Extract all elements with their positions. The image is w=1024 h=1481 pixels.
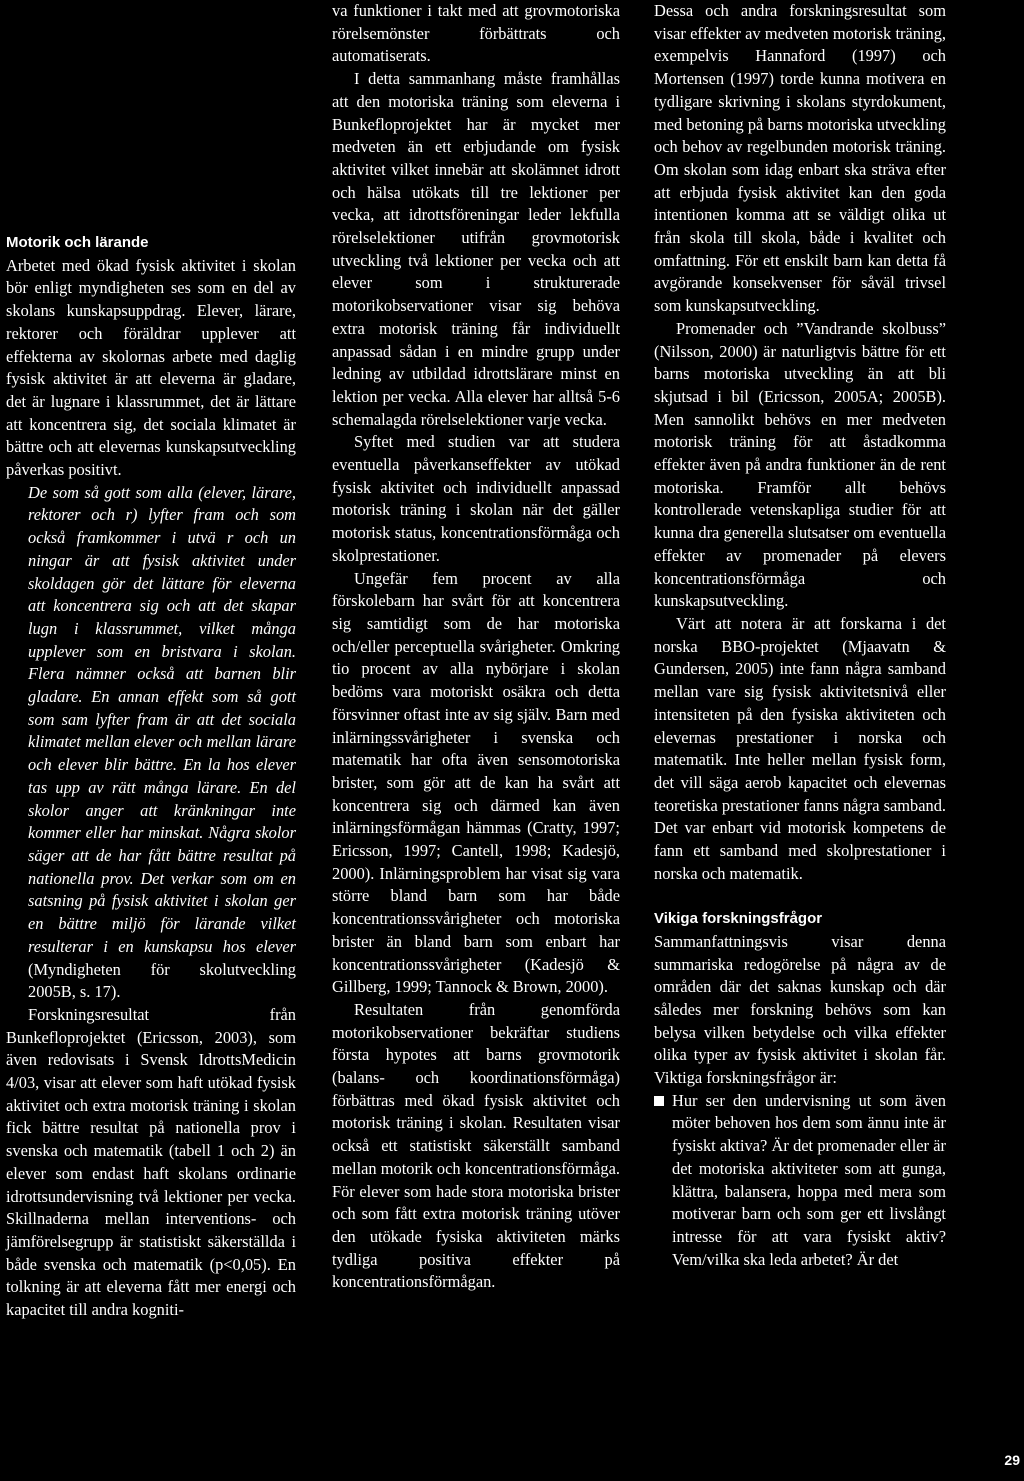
paragraph: I detta sammanhang måste framhållas att den motoriska träning som eleverna i Bunkefloprojektet har är mycket mer medveten än ett erbjudande om fysisk aktivitet vilket innebär att skolämnet idrott och hälsa utökats till tre lektioner per vecka, att idrottsföreningar leder lekfulla rörelselektioner utifrån grovmotorisk utveckling två lektioner per vecka och att elever som i strukturerade motorikobservationer visar sig behöva extra motorisk träning får individuellt anpassad sådan i en mindre grupp under ledning av utbildad idrottslärare minst en lektion per vecka. Alla elever har alltså 5-6 schemalagda rörelselektioner varje vecka. xyxy=(332,69,620,429)
column-right xyxy=(654,0,946,1271)
section-heading-motorik: Motorik och lärande xyxy=(6,234,149,251)
paragraph: Syftet med studien var att studera eventuella påverkanseffekter av utökad fysisk aktivitet och individuellt anpassad motorisk träning i skolan när det gäller motorisk status, koncentrationsförmåga och skolprestationer. xyxy=(332,432,620,565)
section-heading-forskningsfragor: Vikiga forskningsfrågor xyxy=(654,910,823,928)
page-number: 29 xyxy=(1004,1452,1020,1468)
paragraph: Resultaten från genomförda motorikobservationer bekräftar studiens första hypotes att barns grovmotorik (balans- och koordinationsförmåga) förbättras med ökad fysisk aktivitet och motorisk träning i skolan. Resultaten visar också ett statistiskt säkerställt samband mellan motorik och koncentrationsförmåga. För elever som hade stora motoriska brister och som fått extra motorisk träning utöver den utökade fysiska aktiviteten märks tydliga positiva effekter på koncentrationsförmågan. xyxy=(332,999,620,1292)
column-left xyxy=(6,232,296,1322)
paragraph: Forskningsresultat från Bunkefloprojektet (Ericsson, 2003), som även redovisats i Svensk IdrottsMedicin 4/03, visar att elever som haft utökad fysisk aktivitet och extra motorisk träning i skolan fick bättre resultat på nationella prov i svenska och matematik (tabell 1 och 2) än elever som endast haft skolans ordinarie idrottsundervisning två lektioner per vecka. Skillnaderna mellan interventions- och jämförelsegrupp är statistiskt säkerställda i både svenska och matematik (p<0,05). En tolkning är att eleverna fått mer energi och kapacitet till andra kogniti- xyxy=(6,1004,296,1320)
quote-text: De som så gott som alla (elever, lärare, rektorer och r) lyfter fram och som också framkommer i utvä r och un ningar är att fysisk aktivitet under skoldagen gör det lättare för eleverna att koncentrera sig och att det skapar lugn i klassrummet, vilket många upplever som en bristvara i skolan. Flera nämner också att barnen blir gladare. En annan effekt som så gott som sam lyfter fram är att det sociala klimatet mellan elever och mellan lärare och elever blir bättre. En la hos elever tas upp av rätt många lärare. En del skolor anger att kränkningar inte kommer eller har minskat. Några skolor säger att de har fått bättre resultat på nationella prov. Det verkar som om en satsning på fysisk aktivitet i skolan ger en bättre miljö för lärande vilket resulterar i en kunskapsu hos elever xyxy=(28,482,296,956)
list-item xyxy=(654,1090,946,1272)
paragraph: va funktioner i takt med att grovmotoriska rörelsemönster förbättrats och automatiserats. xyxy=(332,1,620,66)
column-middle xyxy=(332,0,620,1294)
paragraph: Värt att notera är att forskarna i det norska BBO-projektet (Mjaavatn & Gundersen, 2005) inte fann några samband mellan vare sig fysisk aktivitetsnivå eller intensiteten på den fysiska aktiviteten och elevernas prestationer i norska och matematik. Inte heller mellan fysisk form, det vill säga aerob kapacitet och elevernas teoretiska prestationer fanns några samband. Det var enbart vid motorisk kompetens de fann ett samband med skolprestationer i norska och matematik. xyxy=(654,613,946,883)
paragraph: Promenader och ”Vandrande skolbuss” (Nilsson, 2000) är naturligtvis bättre för ett barns motoriska utveckling än att bli skjutsad i bil (Ericsson, 2005A; 2005B). Men sannolikt behövs en mer medveten motorisk träning för att åstadkomma effekter även på andra funktioner än de rent motoriska. Framför allt behövs kontrollerade vetenskapliga studier för att kunna dra generella slutsatser om eventuella effekter av promenader på elevers koncentrationsförmåga och kunskapsutveckling. xyxy=(654,318,946,611)
paragraph: Arbetet med ökad fysisk aktivitet i skolan bör enligt myndigheten ses som en del av skolans kunskapsuppdrag. Elever, lärare, rektorer och föräldrar upplever att effekterna av skolornas arbete med daglig fysisk aktivitet är att eleverna är gladare, det är lugnare i klassrummet, det är lättare att koncentrera sig, det sociala klimatet är bättre och att elevernas kunskapsutveckling påverkas positivt. xyxy=(6,255,296,480)
paragraph: Sammanfattningsvis visar denna summariska redogörelse på några av de områden där det saknas kunskap och där således mer forskning behövs som kan belysa vilken betydelse och vilka effekter olika typer av fysisk aktivitet i skolan får. Viktiga forskningsfrågor är: xyxy=(654,931,946,1088)
paragraph: Ungefär fem procent av alla förskolebarn har svårt för att koncentrera sig samtidigt som de har motoriska och/eller perceptuella svårigheter. Omkring tio procent av alla nybörjare i skolan bedöms vara motoriskt osäkra och detta försvinner oftast inte av sig själv. Barn med inlärningssvårigheter i svenska och matematik har ofta även sensomotoriska brister, som gör att de kan ha svårt att koncentrera sig och därmed kan även inlärningsförmågan hämmas (Cratty, 1997; Ericsson, 1997; Cantell, 1998; Kadesjö, 2000). Inlärningsproblem har visat sig vara större bland barn som har både koncentrationssvårigheter och motoriska brister än bland barn som enbart har koncentrationssvårigheter (Kadesjö & Gillberg, 1999; Tannock & Brown, 2000). xyxy=(332,568,620,997)
section-spacer xyxy=(654,885,946,908)
block-quote xyxy=(6,482,296,1004)
paragraph: Dessa och andra forskningsresultat som visar effekter av medveten motorisk träning, exempelvis Hannaford (1997) och Mortensen (1997) torde kunna motivera en tydligare skrivning i skolans styrdokument, med betoning på barns motoriska utveckling och behov av regelbunden motorisk träning. Om skolan som idag enbart ska sträva efter att erbjuda fysisk aktivitet kan den goda intentionen komma att se väldigt olika ut från skola till skola, både i kvalitet och omfattning. För ett enskilt barn kan detta få avgörande konsekvenser för såväl trivsel som kunskapsutveckling. xyxy=(654,1,946,316)
square-bullet-icon xyxy=(654,1096,664,1106)
quote-citation: (Myndigheten för skolutveckling 2005B, s. 17). xyxy=(28,959,296,1002)
list-item-text: Hur ser den undervisning ut som även möter behoven hos dem som ännu inte är fysiskt aktiva? Är det promenader eller är det motoriska aktiviteter som att gunga, klättra, balansera, hoppa med mera som motiverar barn och som ger ett livslångt intresse för att vara fysiskt aktiv? Vem/vilka ska leda arbetet? Är det xyxy=(672,1090,946,1269)
